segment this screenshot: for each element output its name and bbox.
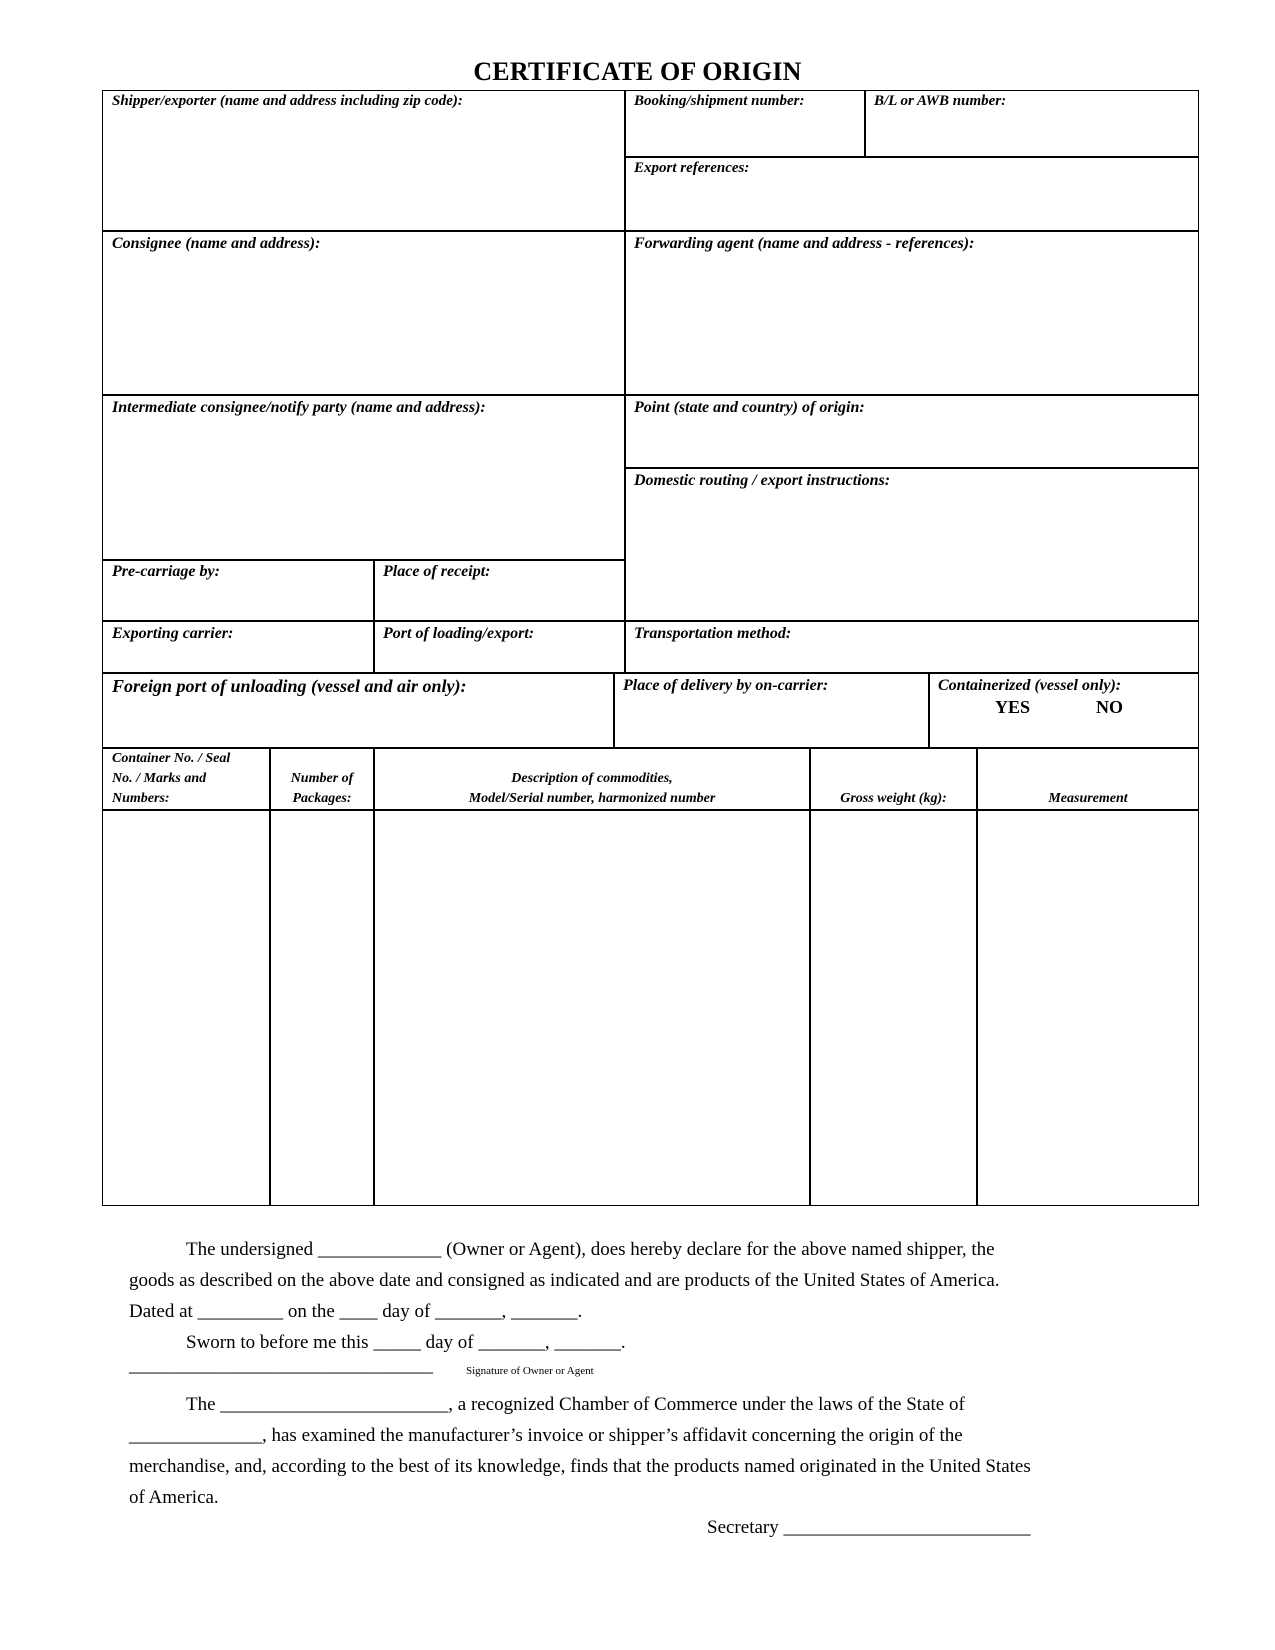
chamber-line: merchandise, and, according to the best of its knowledge, finds that the products named originated in the United States xyxy=(129,1456,1031,1477)
containerized-yes-option[interactable]: YES xyxy=(995,697,1031,717)
domestic-routing-field[interactable]: Domestic routing / export instructions: xyxy=(634,472,891,489)
col-header-container-no: Container No. / Seal No. / Marks and Numbers: xyxy=(112,751,231,806)
description-cell[interactable] xyxy=(375,811,808,1205)
signature-caption: Signature of Owner or Agent xyxy=(466,1365,594,1377)
containerized-no-option[interactable]: NO xyxy=(1096,697,1123,717)
divider xyxy=(102,394,1199,396)
containerized-field: Containerized (vessel only): xyxy=(938,677,1122,694)
foreign-port-field[interactable]: Foreign port of unloading (vessel and air only): xyxy=(112,676,467,696)
consignee-field[interactable]: Consignee (name and address): xyxy=(112,235,321,252)
divider xyxy=(373,559,375,672)
pre-carriage-field[interactable]: Pre-carriage by: xyxy=(112,563,220,580)
shipper-exporter-field[interactable]: Shipper/exporter (name and address including zip code): xyxy=(112,93,463,109)
divider xyxy=(624,156,1199,158)
sworn-line: Sworn to before me this _____ day of _______, _______. xyxy=(186,1332,626,1353)
export-references-field[interactable]: Export references: xyxy=(634,160,750,176)
place-of-delivery-field[interactable]: Place of delivery by on-carrier: xyxy=(623,677,829,694)
transportation-method-field[interactable]: Transportation method: xyxy=(634,625,792,642)
divider xyxy=(102,230,1199,232)
point-of-origin-field[interactable]: Point (state and country) of origin: xyxy=(634,399,865,416)
bl-awb-number-field[interactable]: B/L or AWB number: xyxy=(874,93,1007,109)
packages-cell[interactable] xyxy=(271,811,372,1205)
measurement-cell[interactable] xyxy=(978,811,1197,1205)
forwarding-agent-field[interactable]: Forwarding agent (name and address - references): xyxy=(634,235,975,252)
chamber-line: ______________, has examined the manufacturer’s invoice or shipper’s affidavit concerning the origin of the xyxy=(129,1425,963,1446)
secretary-signature-line[interactable]: Secretary __________________________ xyxy=(707,1517,1031,1538)
divider xyxy=(864,90,866,156)
divider xyxy=(102,672,1199,674)
page-title: CERTIFICATE OF ORIGIN xyxy=(473,57,802,86)
divider xyxy=(102,747,1199,749)
gross-weight-cell[interactable] xyxy=(811,811,975,1205)
declaration-line: Dated at _________ on the ____ day of _______, _______. xyxy=(129,1301,583,1322)
col-header-gross-weight: Gross weight (kg): xyxy=(840,791,947,806)
divider xyxy=(928,672,930,747)
exporting-carrier-field[interactable]: Exporting carrier: xyxy=(112,625,234,642)
col-header-packages: Number of Packages: xyxy=(290,771,354,806)
col-header-measurement: Measurement xyxy=(1048,791,1128,806)
col-header-description: Description of commodities, Model/Serial number, harmonized number xyxy=(468,771,716,806)
divider xyxy=(624,90,626,672)
divider xyxy=(102,559,624,561)
divider xyxy=(624,467,1199,469)
intermediate-consignee-field[interactable]: Intermediate consignee/notify party (name and address): xyxy=(112,399,486,416)
chamber-line: The ________________________, a recognized Chamber of Commerce under the laws of the State of xyxy=(186,1394,965,1415)
place-of-receipt-field[interactable]: Place of receipt: xyxy=(383,563,491,580)
signature-line[interactable]: ________________________________ xyxy=(129,1355,433,1376)
port-of-loading-field[interactable]: Port of loading/export: xyxy=(383,625,535,642)
divider xyxy=(102,620,1199,622)
chamber-line: of America. xyxy=(129,1487,219,1508)
declaration-line: goods as described on the above date and consigned as indicated and are products of the United States of America. xyxy=(129,1270,1000,1291)
declaration-line: The undersigned _____________ (Owner or Agent), does hereby declare for the above named shipper, the xyxy=(186,1239,995,1260)
booking-shipment-number-field[interactable]: Booking/shipment number: xyxy=(634,93,805,109)
container-no-cell[interactable] xyxy=(104,811,268,1205)
divider xyxy=(613,672,615,747)
